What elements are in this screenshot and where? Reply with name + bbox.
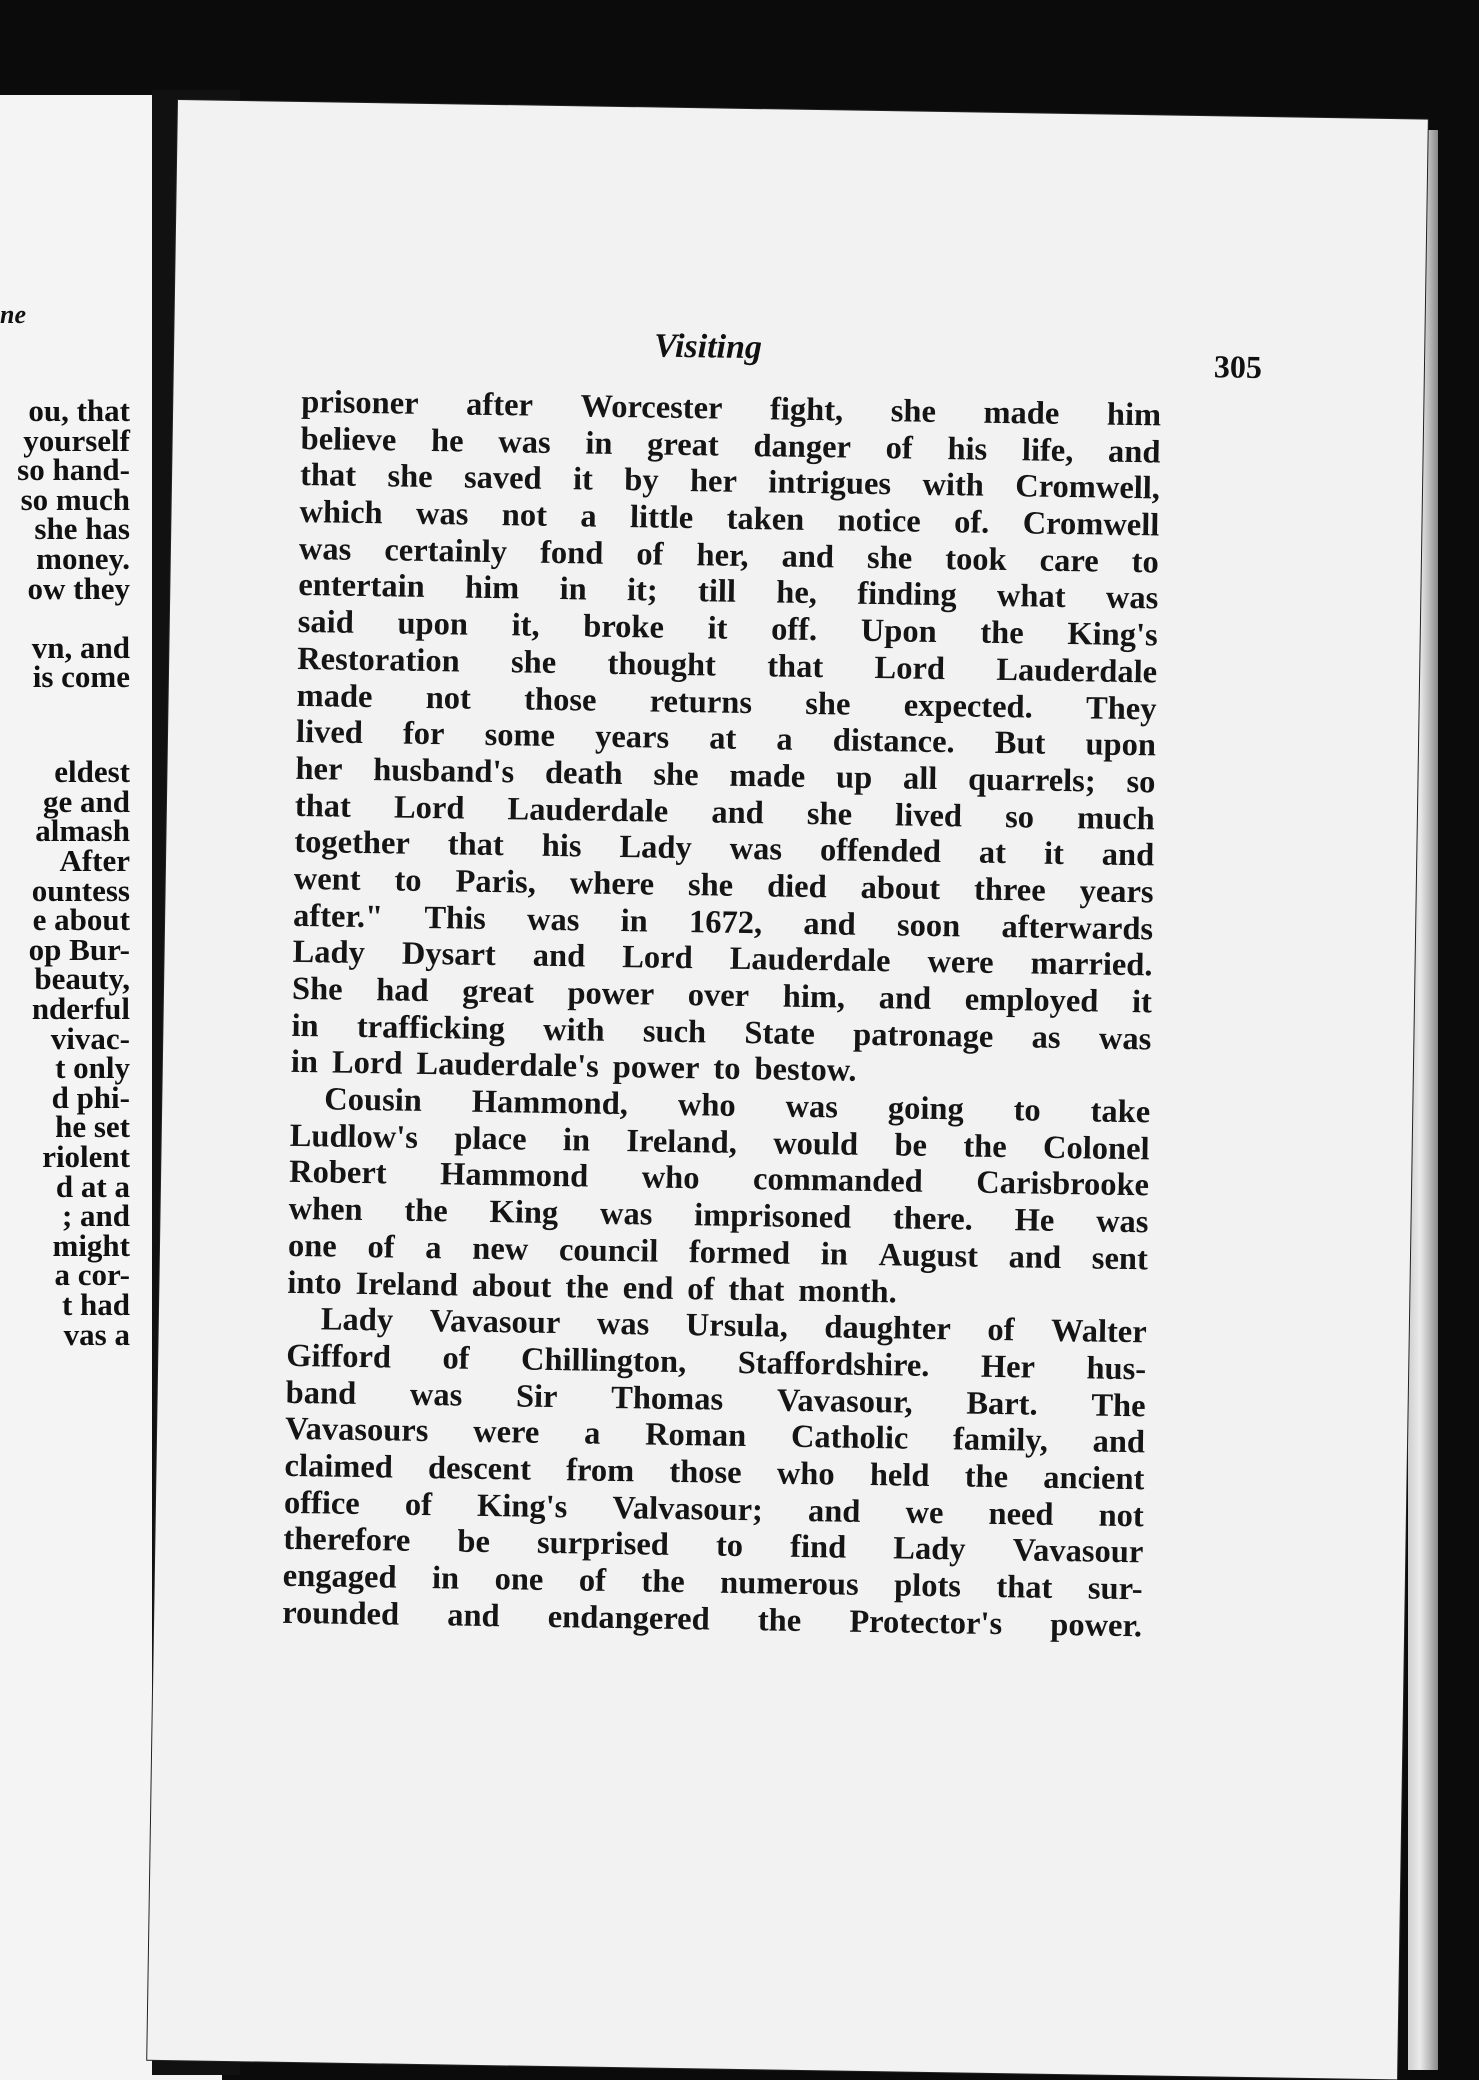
previous-page-running-head: ne xyxy=(0,300,26,329)
previous-page-line: riolent xyxy=(42,1139,130,1174)
text-line: Ludlow's place in Ireland, would be the Colonel xyxy=(289,1117,1150,1168)
previous-page-line: ; and xyxy=(61,1198,130,1234)
text-line: prisoner after Worcester fight, she made him xyxy=(300,383,1162,434)
body-text xyxy=(282,384,1161,1645)
previous-page-line: vas a xyxy=(63,1316,130,1352)
text-line: Gifford of Chillington, Staffordshire. Her hus- xyxy=(286,1337,1147,1388)
previous-page-line: almash xyxy=(35,813,130,849)
book-page xyxy=(147,100,1428,2079)
text-line: that Lord Lauderdale and she lived so much xyxy=(294,787,1156,837)
text-line: in Lord Lauderdale's power to bestow. xyxy=(290,1044,857,1090)
previous-page-line: ountess xyxy=(31,872,130,908)
running-head: Visiting xyxy=(653,327,763,367)
previous-page-line: e about xyxy=(32,902,130,938)
previous-page-line: nderful xyxy=(31,991,130,1026)
previous-page-line: t had xyxy=(61,1287,130,1322)
previous-page-line: op Bur- xyxy=(28,931,130,967)
previous-page-line: he set xyxy=(55,1109,130,1145)
text-line: went to Paris, where she died about three years xyxy=(293,860,1154,911)
text-line: in trafficking with such State patronage as was xyxy=(291,1007,1152,1058)
previous-page-line: eldest xyxy=(54,754,130,790)
previous-page-line: After xyxy=(59,843,130,878)
previous-page-line: a cor- xyxy=(54,1257,130,1293)
text-line: said upon it, broke it off. Upon the King's xyxy=(297,604,1158,654)
previous-page-line: money. xyxy=(36,541,130,576)
text-line: Lady Vavasour was Ursula, daughter of Walter xyxy=(320,1301,1147,1351)
text-line: was certainly fond of her, and she took care to xyxy=(298,530,1160,581)
text-line: Lady Dysart and Lord Lauderdale were married. xyxy=(292,934,1153,984)
text-line: Vavasours were a Roman Catholic family, and xyxy=(284,1411,1146,1461)
text-line: therefore be surprised to find Lady Vavasour xyxy=(283,1521,1144,1571)
previous-page-line: so hand- xyxy=(17,452,130,488)
text-line: her husband's death she made up all quarrels; so xyxy=(295,750,1156,801)
text-line: band was Sir Thomas Vavasour, Bart. The xyxy=(285,1374,1146,1424)
previous-page-line: is come xyxy=(32,659,130,695)
text-line: claimed descent from those who held the ancient xyxy=(284,1447,1145,1498)
text-line: which was not a little taken notice of. Cromwell xyxy=(299,494,1160,544)
text-line: engaged in one of the numerous plots that sur- xyxy=(282,1557,1143,1608)
text-line: She had great power over him, and employed it xyxy=(291,970,1153,1021)
previous-page-line: so much xyxy=(20,481,130,517)
previous-page-line: she has xyxy=(34,511,130,547)
previous-page-line: ow they xyxy=(27,570,130,606)
text-line: lived for some years at a distance. But upon xyxy=(295,714,1157,764)
previous-page-line: d at a xyxy=(55,1168,130,1204)
text-line: that she saved it by her intrigues with Cromwell, xyxy=(299,457,1161,507)
previous-page-line: ge and xyxy=(43,783,130,819)
text-line: into Ireland about the end of that month. xyxy=(287,1264,898,1310)
text-line: believe he was in great danger of his life, and xyxy=(300,420,1161,471)
previous-page-line: vivac- xyxy=(50,1020,130,1056)
previous-page-line: might xyxy=(52,1227,130,1263)
previous-page-line: d phi- xyxy=(51,1079,130,1115)
previous-page-line: t only xyxy=(55,1050,130,1086)
text-line: rounded and endangered the Protector's power. xyxy=(281,1594,1143,1645)
text-line: Cousin Hammond, who was going to take xyxy=(324,1081,1151,1131)
previous-page-line: vn, and xyxy=(31,629,130,665)
text-line: office of King's Valvasour; and we need not xyxy=(283,1484,1145,1534)
text-line: when the King was imprisoned there. He was xyxy=(288,1191,1149,1241)
text-line: Robert Hammond who commanded Carisbrooke xyxy=(288,1154,1150,1204)
text-line: entertain him in it; till he, finding what was xyxy=(298,567,1159,617)
page-number: 305 xyxy=(1213,348,1263,386)
text-line: Restoration she thought that Lord Lauderdale xyxy=(296,640,1158,691)
text-line: made not those returns she expected. They xyxy=(296,677,1157,727)
previous-page-line: yourself xyxy=(23,422,130,458)
text-line: one of a new council formed in August and sent xyxy=(287,1227,1149,1278)
previous-page-line: beauty, xyxy=(34,961,130,997)
text-line: together that his Lady was offended at it and xyxy=(294,824,1155,874)
text-line: after." This was in 1672, and soon afterwards xyxy=(292,897,1154,948)
previous-page-line: ou, that xyxy=(28,393,130,428)
